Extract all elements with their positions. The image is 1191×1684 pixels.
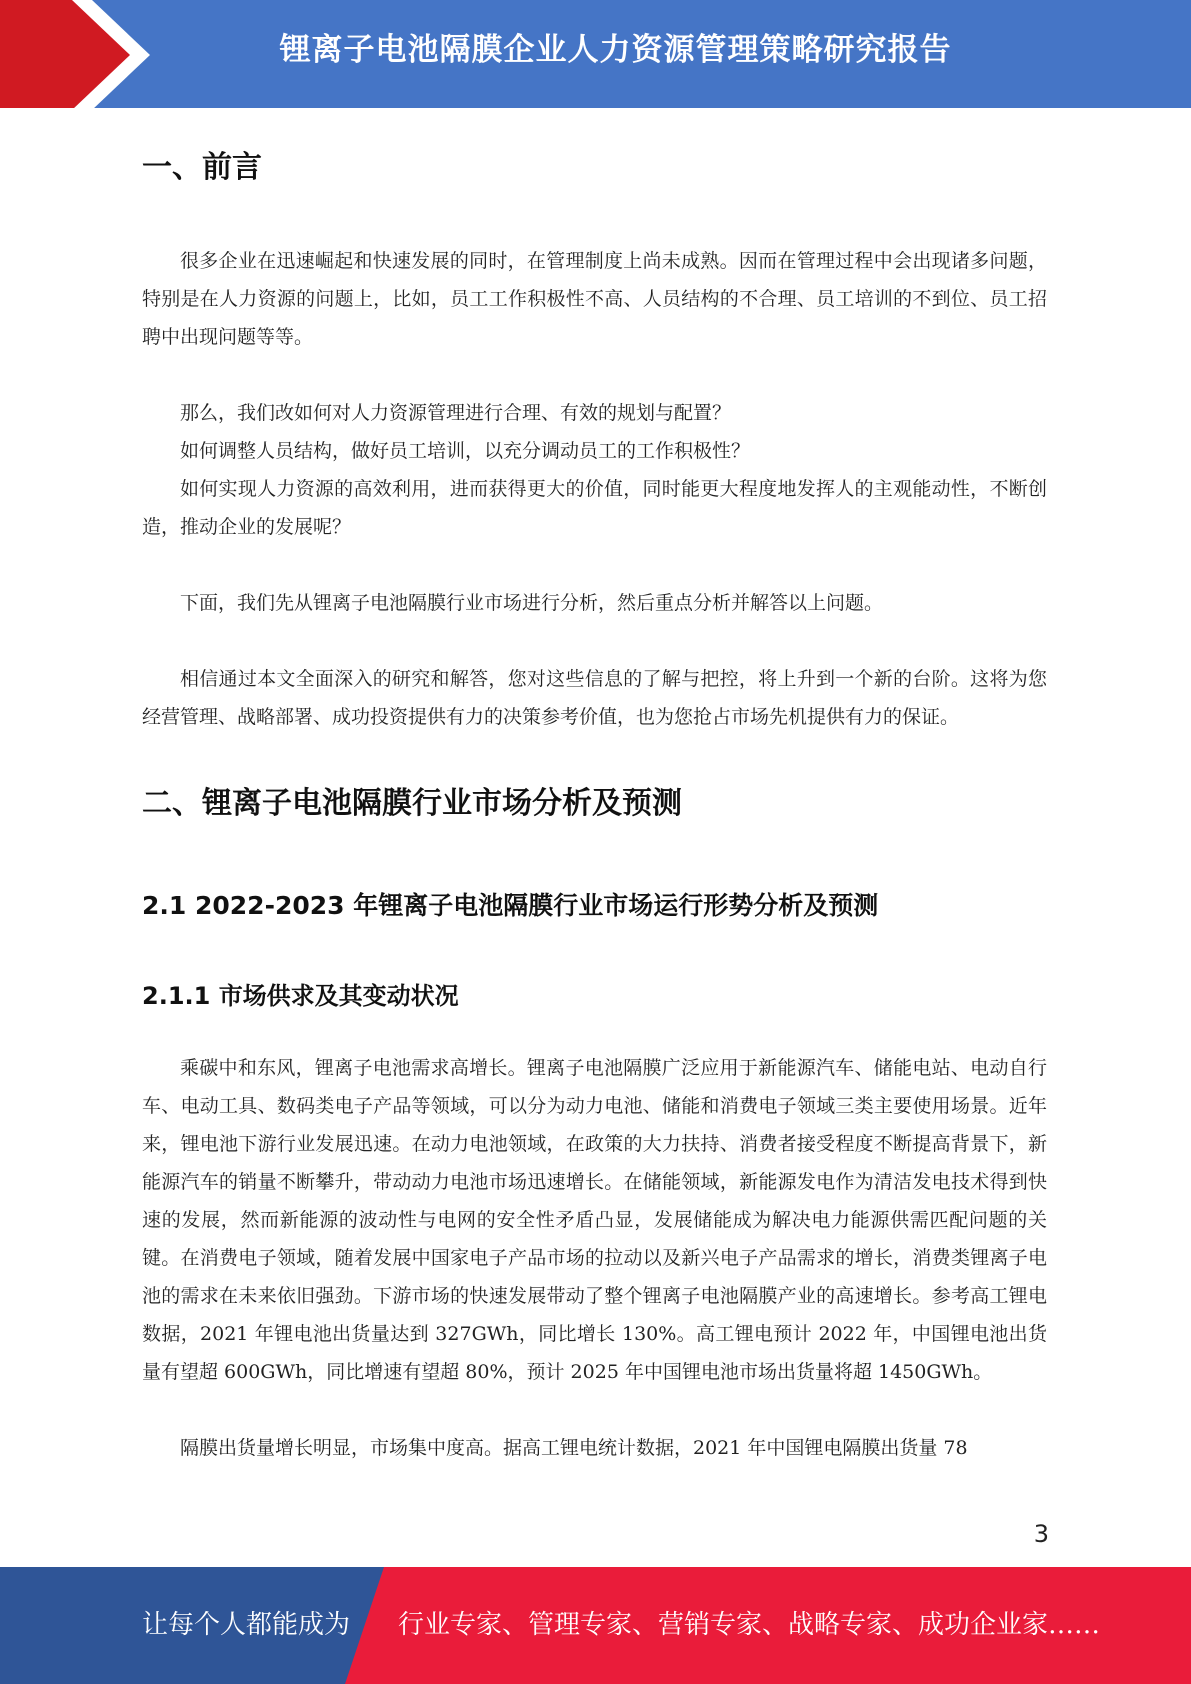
header-banner xyxy=(0,0,1191,110)
subsection-heading-2-1: 2.1 2022-2023 年锂离子电池隔膜行业市场运行形势分析及预测 xyxy=(142,891,879,920)
subsection-heading-2-1-1: 2.1.1 市场供求及其变动状况 xyxy=(142,982,459,1010)
market-paragraph-2: 隔膜出货量增长明显，市场集中度高。据高工锂电统计数据，2021 年中国锂电隔膜出货量 78 xyxy=(180,1437,968,1459)
page-content xyxy=(142,130,1047,1467)
page-number: 3 xyxy=(1033,1520,1049,1548)
preface-paragraph-1: 很多企业在迅速崛起和快速发展的同时，在管理制度上尚未成熟。因而在管理过程中会出现诸多问题，特别是在人力资源的问题上，比如，员工工作积极性不高、人员结构的不合理、员工培训的不到位、员工招聘中出现问题等等。 xyxy=(142,250,1047,348)
section-heading-preface: 一、前言 xyxy=(142,150,262,185)
preface-paragraph-5: 下面，我们先从锂离子电池隔膜行业市场进行分析，然后重点分析并解答以上问题。 xyxy=(180,592,884,614)
footer-banner xyxy=(0,1567,1191,1684)
preface-paragraph-2: 那么，我们改如何对人力资源管理进行合理、有效的规划与配置？ xyxy=(180,402,732,424)
footer-slogan-right: 行业专家、管理专家、营销专家、战略专家、成功企业家…… xyxy=(398,1610,1101,1640)
preface-paragraph-6: 相信通过本文全面深入的研究和解答，您对这些信息的了解与把控，将上升到一个新的台阶。这将为您经营管理、战略部署、成功投资提供有力的决策参考价值，也为您抢占市场先机提供有力的保证。 xyxy=(142,668,1047,728)
preface-paragraph-3: 如何调整人员结构，做好员工培训，以充分调动员工的工作积极性？ xyxy=(180,440,751,462)
footer-slogan-left: 让每个人都能成为 xyxy=(142,1610,351,1640)
section-heading-market: 二、锂离子电池隔膜行业市场分析及预测 xyxy=(142,786,682,821)
market-paragraph-1: 乘碳中和东风，锂离子电池需求高增长。锂离子电池隔膜广泛应用于新能源汽车、储能电站、电动自行车、电动工具、数码类电子产品等领域，可以分为动力电池、储能和消费电子领域三类主要使用场景。近年来，锂电池下游行业发展迅速。在动力电池领域，在政策的大力扶持、消费者接受程度不断提高背景下，新能源汽车的销量不断攀升，带动动力电池市场迅速增长。在储能领域，新能源发电作为清洁发电技术得到快速的发展，然而新能源的波动性与电网的安全性矛盾凸显，发展储能成为解决电力能源供需匹配问题的关键。在消费电子领域，随着发展中国家电子产品市场的拉动以及新兴电子产品需求的增长，消费类锂离子电池的需求在未来依旧强劲。下游市场的快速发展带动了整个锂离子电池隔膜产业的高速增长。参考高工锂电数据，2021 年锂电池出货量达到 327GWh，同比增长 130%。高工锂电预计 2022 年，中国锂电池出货量有望超 600GWh，同比增速有望超 80%，预计 2025 年中国锂电池市场出货量将超 1450GWh。 xyxy=(142,1057,1047,1383)
header-title: 锂离子电池隔膜企业人力资源管理策略研究报告 xyxy=(279,32,952,68)
preface-paragraph-4: 如何实现人力资源的高效利用，进而获得更大的价值，同时能更大程度地发挥人的主观能动性，不断创造，推动企业的发展呢？ xyxy=(142,478,1047,538)
